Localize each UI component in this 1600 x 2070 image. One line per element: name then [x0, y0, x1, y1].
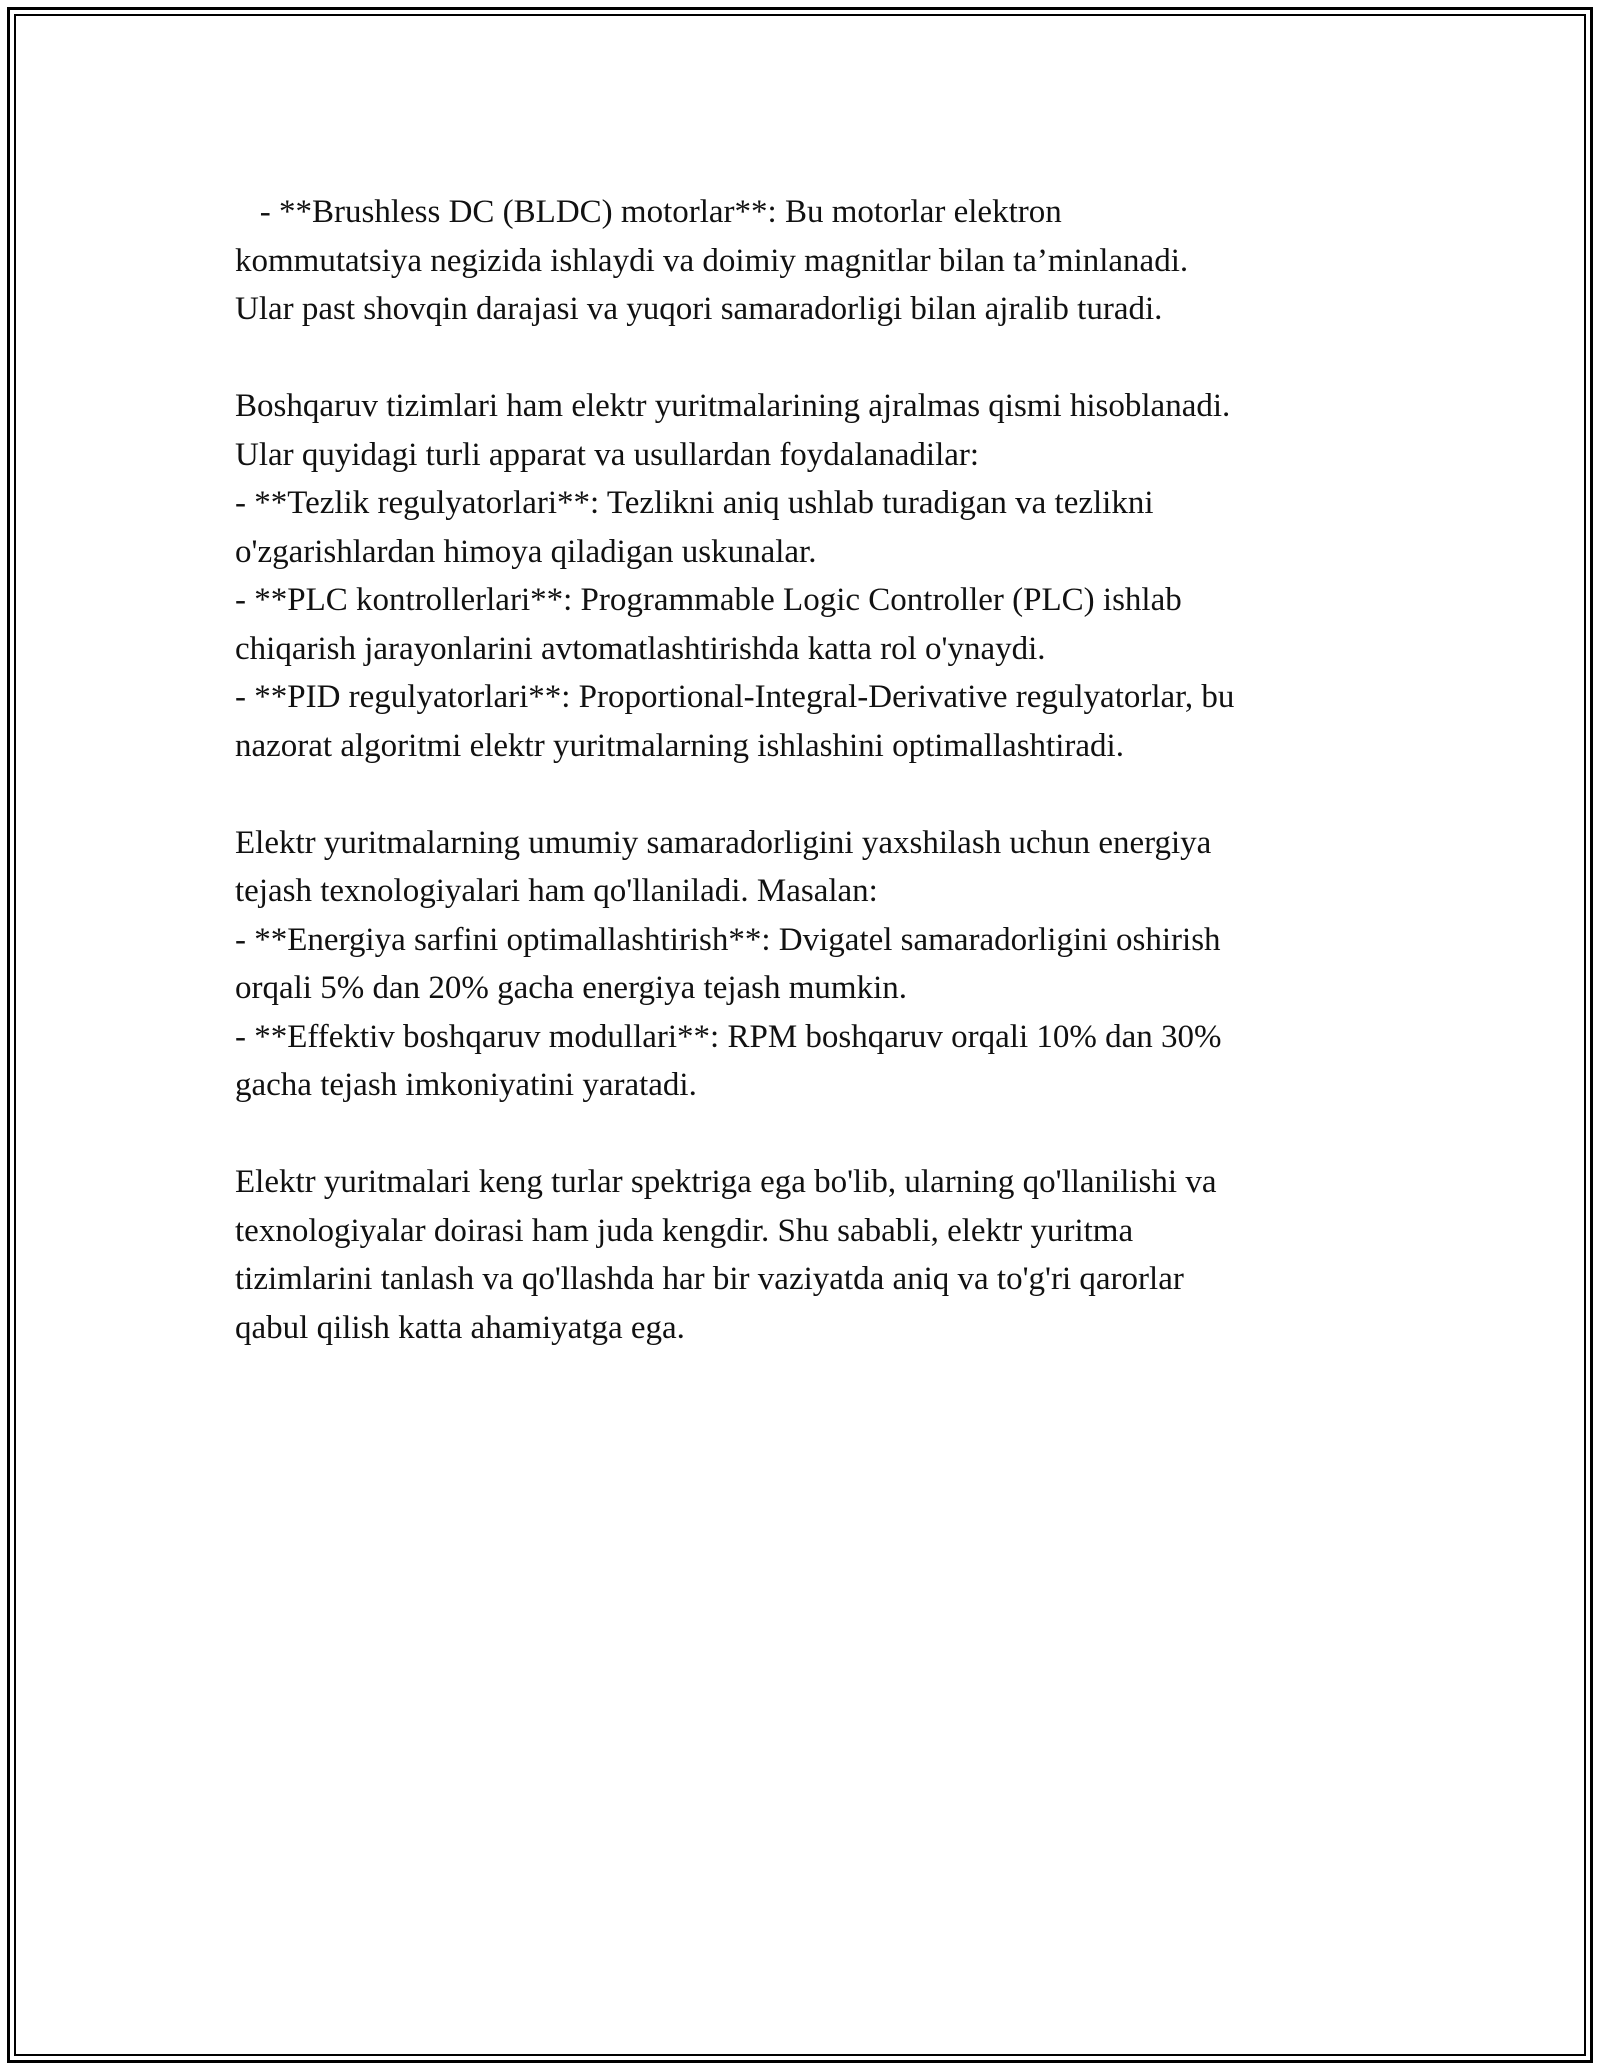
text-line: kommutatsiya negizida ishlaydi va doimiy magnitlar bilan ta’minlanadi.	[235, 242, 1189, 279]
text-line: tejash texnologiyalari ham qo'llaniladi. Masalan:	[235, 873, 878, 909]
text-line: - **Brushless DC (BLDC) motorlar**: Bu motorlar elektron	[235, 194, 1062, 230]
text-line: - **PLC kontrollerlari**: Programmable Logic Controller (PLC) ishlab	[235, 582, 1182, 618]
text-line: - **Energiya sarfini optimallashtirish**: Dvigatel samaradorligini oshirish	[235, 921, 1221, 958]
document-body	[235, 188, 1385, 1401]
paragraph-bldc-motors	[235, 188, 1385, 334]
paragraph-conclusion	[235, 1158, 1385, 1352]
text-line: Ular past shovqin darajasi va yuqori samaradorligi bilan ajralib turadi.	[235, 291, 1163, 327]
paragraph-energy-saving	[235, 819, 1385, 1110]
text-line: Ular quyidagi turli apparat va usullardan foydalanadilar:	[235, 436, 980, 473]
text-line: gacha tejash imkoniyatini yaratadi.	[235, 1067, 697, 1103]
text-line: chiqarish jarayonlarini avtomatlashtirishda katta rol o'ynaydi.	[235, 630, 1046, 667]
text-line: nazorat algoritmi elektr yuritmalarning ishlashini optimallashtiradi.	[235, 727, 1124, 764]
text-line: texnologiyalar doirasi ham juda kengdir. Shu sababli, elektr yuritma	[235, 1212, 1134, 1249]
text-line: Boshqaruv tizimlari ham elektr yuritmalarining ajralmas qismi hisoblanadi.	[235, 388, 1231, 424]
text-line: - **PID regulyatorlari**: Proportional-Integral-Derivative regulyatorlar, bu	[235, 679, 1235, 715]
text-line: orqali 5% dan 20% gacha energiya tejash mumkin.	[235, 970, 908, 1006]
text-line: - **Tezlik regulyatorlari**: Tezlikni aniq ushlab turadigan va tezlikni	[235, 485, 1154, 521]
text-line: tizimlarini tanlash va qo'llashda har bir vaziyatda aniq va to'g'ri qarorlar	[235, 1261, 1184, 1297]
text-line: Elektr yuritmalari keng turlar spektriga ega bo'lib, ularning qo'llanilishi va	[235, 1164, 1217, 1200]
text-line: qabul qilish katta ahamiyatga ega.	[235, 1309, 685, 1346]
paragraph-control-systems	[235, 382, 1385, 770]
text-line: Elektr yuritmalarning umumiy samaradorligini yaxshilash uchun energiya	[235, 824, 1212, 861]
text-line: o'zgarishlardan himoya qiladigan uskunalar.	[235, 533, 817, 570]
text-line: - **Effektiv boshqaruv modullari**: RPM boshqaruv orqali 10% dan 30%	[235, 1018, 1222, 1055]
